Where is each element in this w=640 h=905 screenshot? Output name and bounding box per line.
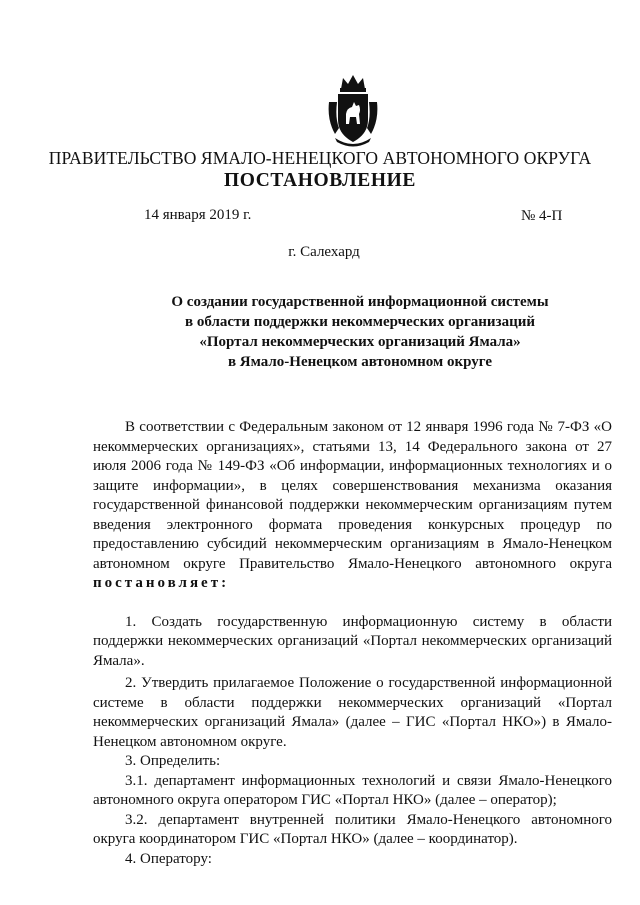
document-number: № 4-П (521, 208, 563, 224)
heading-line: «Портал некоммерческих организаций Ямала» (199, 334, 521, 350)
document-city: г. Салехард (288, 244, 360, 260)
decree-word: постановляет: (93, 575, 230, 591)
heading-line: О создании государственной информационной системы (171, 294, 549, 310)
document-type: ПОСТАНОВЛЕНИЕ (223, 170, 417, 191)
heading-line: в области поддержки некоммерческих организаций (184, 314, 536, 330)
list-item: 4. Оператору: (125, 850, 212, 867)
list-item: 1. Создать государственную информационную систему в области поддержки некоммерческих организаций «Портал некоммерческих организаций Ямала». (93, 613, 612, 669)
document-body (93, 418, 612, 869)
list-item: 3.2. департамент внутренней политики Ямало-Ненецкого автономного округа координатором ГИС «Портал НКО» (далее – координатор). (93, 811, 612, 847)
yamal-coat-of-arms-icon (325, 72, 381, 148)
document-heading (100, 292, 620, 372)
list-item: 3. Определить: (125, 753, 221, 769)
list-item: 2. Утвердить прилагаемое Положение о государственной информационной системе в области поддержки некоммерческих организаций «Портал некоммерческих организаций Ямала» (далее – ГИС «Портал НКО») в Ямало-Ненецком автономном округе. (93, 675, 612, 750)
government-title: ПРАВИТЕЛЬСТВО ЯМАЛО-НЕНЕЦКОГО АВТОНОМНОГО ОКРУГА (48, 148, 592, 168)
heading-line: в Ямало-Ненецком автономном округе (227, 354, 493, 370)
intro-text: В соответствии с Федеральным законом от 12 января 1996 года № 7-ФЗ «О некоммерческих организациях», статьями 13, 14 Федерального закона от 27 июля 2006 года № 149-ФЗ «Об информации, информационных технологиях и о защите информации», в целях совершенствования механизма оказания государственной финансовой поддержки некоммерческим организациям путем введения электронного формата проведения конкурсных процедур по предоставлению субсидий некоммерческим организациям в Ямало-Ненецком автономном округе Правительство Ямало-Ненецкого автономного округа (93, 419, 612, 572)
intro-paragraph (93, 418, 612, 594)
document-date: 14 января 2019 г. (144, 207, 252, 223)
list-item: 3.1. департамент информационных технологий и связи Ямало-Ненецкого автономного округа оператором ГИС «Портал НКО» (далее – оператор); (93, 772, 612, 808)
